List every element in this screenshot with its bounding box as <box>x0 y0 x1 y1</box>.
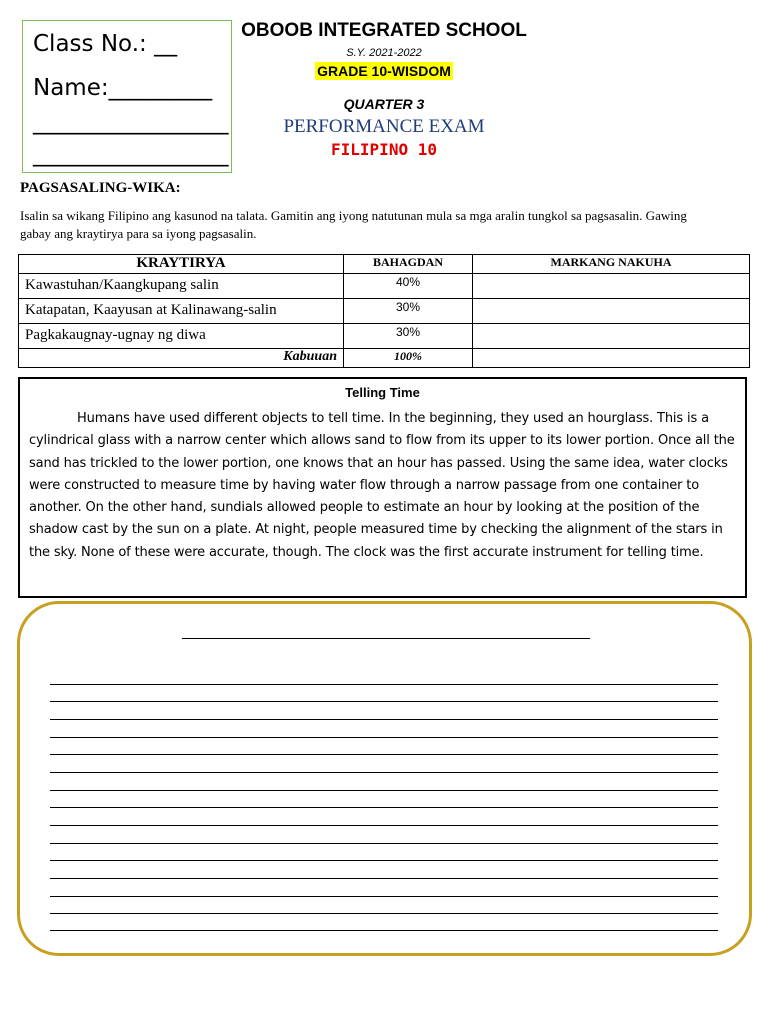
total-value: 100% <box>344 349 473 368</box>
answer-area[interactable] <box>17 601 752 956</box>
exam-title: PERFORMANCE EXAM <box>283 116 485 137</box>
answer-line[interactable] <box>50 754 718 755</box>
percent-header: BAHAGDAN <box>344 255 473 274</box>
student-info-box <box>22 20 232 173</box>
criterion-cell: Kawastuhan/Kaangkupang salin <box>19 274 344 299</box>
rubric-row <box>19 299 750 324</box>
rubric-row <box>19 274 750 299</box>
subject-title: FILIPINO 10 <box>331 140 437 159</box>
class-no-field[interactable]: Class No.: __ <box>33 31 178 57</box>
passage-text: Humans have used different objects to tell time. In the beginning, they used an hourglass. This is a cylindrical glass with a narrow center which allows sand to flow from its upper to its lower portion. Once all the sand has trickled to the lower portion, one knows that an hour has passed. Using the same idea, water clocks were constructed to measure time by having water flow through a narrow passage from one container to another. On the other hand, sundials allowed people to estimate an hour by looking at the position of the shadow cast by the sun on a plate. At night, people measured time by checking the alignment of the stars in the sky. None of these were accurate, though. The clock was the first accurate instrument for telling time. <box>29 411 735 560</box>
passage-title: Telling Time <box>345 385 420 400</box>
answer-line[interactable] <box>50 790 718 791</box>
name-field[interactable]: Name:_________ <box>33 75 213 101</box>
criterion-cell: Katapatan, Kaayusan at Kalinawang-salin <box>19 299 344 324</box>
school-year: S.Y. 2021-2022 <box>346 47 422 59</box>
total-label: Kabuuan <box>19 349 344 368</box>
score-cell[interactable] <box>473 274 750 299</box>
answer-title-line[interactable] <box>182 638 590 639</box>
answer-line[interactable] <box>50 843 718 844</box>
score-cell[interactable] <box>473 324 750 349</box>
answer-line[interactable] <box>50 896 718 897</box>
total-score-cell[interactable] <box>473 349 750 368</box>
answer-line[interactable] <box>50 772 718 773</box>
score-header: MARKANG NAKUHA <box>473 255 750 274</box>
rubric-header-row <box>19 255 750 274</box>
answer-line[interactable] <box>50 825 718 826</box>
section-title: PAGSASALING-WIKA: <box>20 180 181 196</box>
criteria-header: KRAYTIRYA <box>19 255 344 274</box>
answer-line[interactable] <box>50 913 718 914</box>
answer-line[interactable] <box>50 701 718 702</box>
grade-section: GRADE 10-WISDOM <box>317 63 451 79</box>
name-blank-line-2[interactable]: _________________ <box>33 141 229 167</box>
name-blank-line-1[interactable]: _________________ <box>33 109 229 135</box>
criterion-cell: Pagkakaugnay-ugnay ng diwa <box>19 324 344 349</box>
rubric-total-row <box>19 349 750 368</box>
passage-box <box>18 377 747 598</box>
answer-line[interactable] <box>50 860 718 861</box>
answer-line[interactable] <box>50 807 718 808</box>
grade-section-wrap <box>234 63 534 81</box>
answer-line[interactable] <box>50 684 718 685</box>
answer-line[interactable] <box>50 737 718 738</box>
score-cell[interactable] <box>473 299 750 324</box>
school-name: OBOOB INTEGRATED SCHOOL <box>241 20 527 41</box>
rubric-row <box>19 324 750 349</box>
answer-line[interactable] <box>50 719 718 720</box>
rubric-table <box>18 254 750 368</box>
percent-cell: 30% <box>344 324 473 349</box>
percent-cell: 30% <box>344 299 473 324</box>
instructions-text: Isalin sa wikang Filipino ang kasunod na talata. Gamitin ang iyong natutunan mula sa mga aralin tungkol sa pagsasalin. Gawing gabay ang kraytirya para sa iyong pagsasalin. <box>20 208 687 241</box>
answer-line[interactable] <box>50 878 718 879</box>
answer-line[interactable] <box>50 930 718 931</box>
percent-cell: 40% <box>344 274 473 299</box>
quarter-label: QUARTER 3 <box>343 96 425 112</box>
